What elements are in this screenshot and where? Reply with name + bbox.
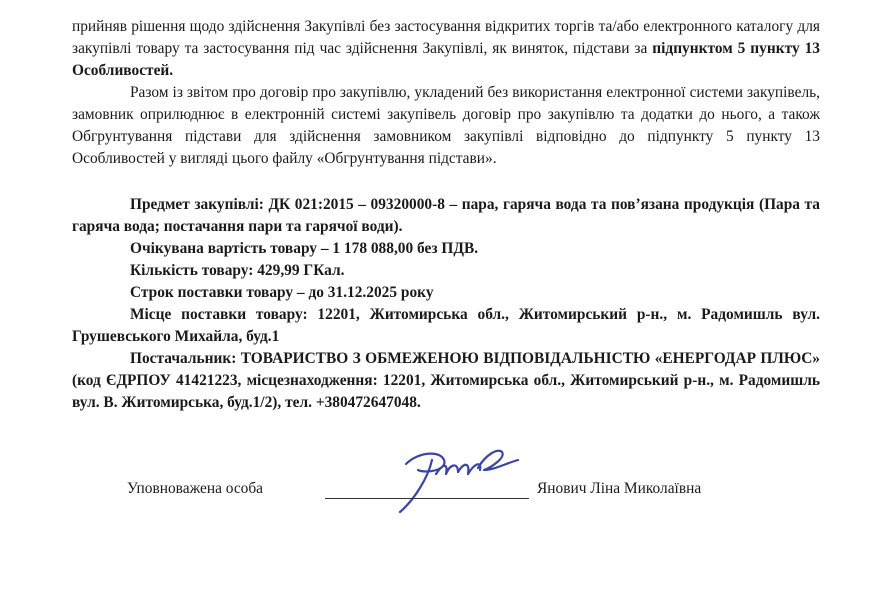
expected-value: Очікувана вартість товару – 1 178 088,00 без ПДВ. — [130, 240, 479, 257]
signature-line — [325, 498, 529, 499]
intro-paragraph — [72, 16, 820, 82]
intro-line-2: електронного каталогу для закупівлі товару та застосування під час здійснення Закупівлі, як — [72, 18, 820, 57]
procurement-details — [72, 194, 820, 414]
intro-basis: підпунктом 5 пункту 13 Особливостей. — [72, 40, 820, 79]
procurement-subject: Предмет закупівлі: ДК 021:2015 – 09320000-8 – пара, гаряча вода та пов’язана продукція (Пара та гаряча вода; постачання пари та гарячої води). — [72, 196, 820, 235]
document-page — [72, 16, 820, 414]
intro-line-1: прийняв рішення щодо здійснення Закупівлі без застосування відкритих торгів та/або — [72, 18, 640, 35]
signatory-label: Уповноважена особа — [127, 480, 264, 497]
delivery-place: Місце поставки товару: 12201, Житомирська обл., Житомирський р-н., м. Радомишль вул. Грушевського Михайла, буд.1 — [72, 306, 820, 345]
intro-line-3: виняток, підстави за — [511, 40, 653, 57]
delivery-term: Строк поставки товару – до 31.12.2025 року — [130, 284, 434, 301]
report-paragraph: Разом із звітом про договір про закупівлю, укладений без використання електронної системи закупівель, замовник оприлюднює в електронній системі закупівель договір про закупівлю та додатки до нього, а також Обгрунтування підстави для здійснення замовником закупівлі відповідно до підпункту 5 пункту 13 Особливостей у вигляді цього файлу «Обгрунтування підстави». — [72, 84, 820, 167]
signatory-name: Янович Ліна Миколаївна — [537, 480, 702, 497]
goods-quantity: Кількість товару: 429,99 ГКал. — [130, 262, 345, 279]
supplier: Постачальник: ТОВАРИСТВО З ОБМЕЖЕНОЮ ВІДПОВІДАЛЬНІСТЮ «ЕНЕРГОДАР ПЛЮС» (код ЄДРПОУ 41421223, місцезнаходження: 12201, Житомирська обл., Житомирський р-н., м. Радомишль вул. В. Житомирська, буд.1/2), тел. +380472647048. — [72, 350, 820, 411]
signature-row — [127, 480, 827, 506]
